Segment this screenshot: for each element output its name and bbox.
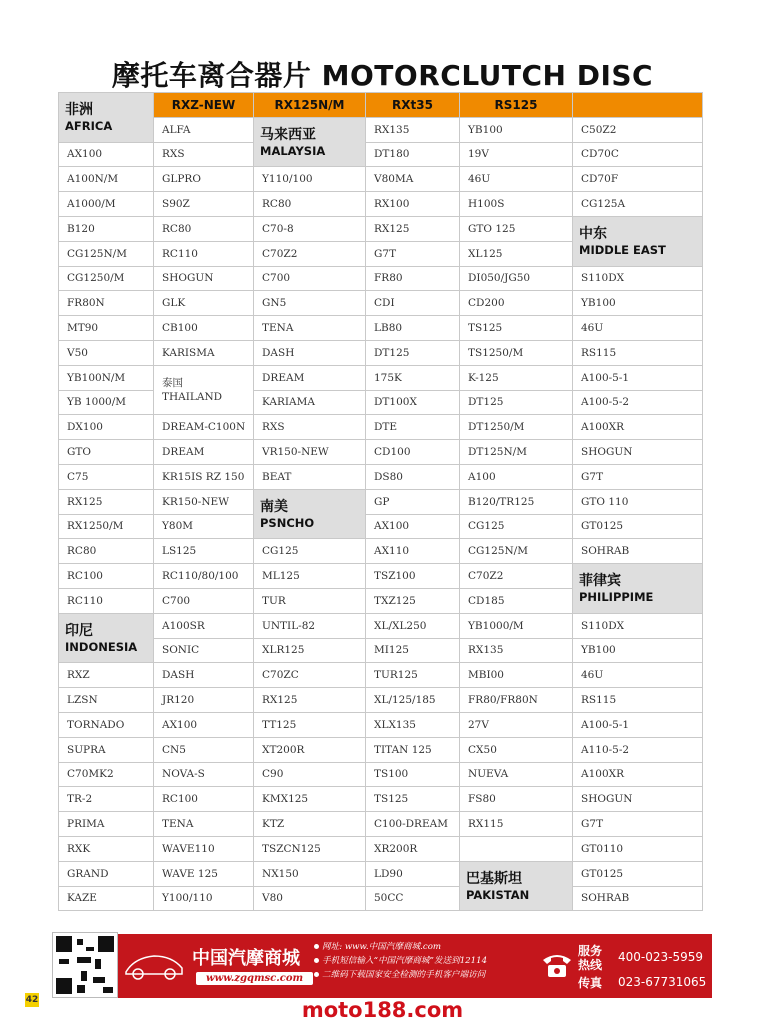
table-cell: GTO 125 xyxy=(460,216,573,241)
table-row xyxy=(59,762,703,787)
table-cell: DX100 xyxy=(59,415,154,440)
table-cell xyxy=(460,836,573,861)
table-cell: NOVA-S xyxy=(154,762,254,787)
table-cell: LS125 xyxy=(154,539,254,564)
table-cell: DREAM xyxy=(254,365,366,390)
brand-name: 中国汽摩商城 xyxy=(192,948,300,969)
site-link[interactable]: www.zgqmsc.com xyxy=(196,972,313,985)
table-row xyxy=(59,93,703,118)
table-cell: 46U xyxy=(460,167,573,192)
table-cell: GLK xyxy=(154,291,254,316)
fax-label: 传真 xyxy=(578,976,603,990)
table-cell: S110DX xyxy=(573,266,703,291)
table-cell: DT125N/M xyxy=(460,440,573,465)
table-cell: A100-5-1 xyxy=(573,365,703,390)
region-philippines: 菲律宾 PHILIPPIME xyxy=(573,564,703,614)
qr-code-icon[interactable] xyxy=(52,932,118,998)
table-cell: 50CC xyxy=(366,886,460,911)
table-cell: A100-5-2 xyxy=(573,390,703,415)
table-cell: C70Z2 xyxy=(254,241,366,266)
table-cell: XLR125 xyxy=(254,638,366,663)
table-cell: SONIC xyxy=(154,638,254,663)
table-row xyxy=(59,142,703,167)
table-row xyxy=(59,192,703,217)
table-cell: CG125N/M xyxy=(460,539,573,564)
table-cell: A100SR xyxy=(154,613,254,638)
table-row xyxy=(59,861,703,886)
table-cell: A110-5-2 xyxy=(573,737,703,762)
table-cell: G7T xyxy=(573,464,703,489)
table-cell: XR200R xyxy=(366,836,460,861)
table-cell: KARIAMA xyxy=(254,390,366,415)
watermark: moto188.com xyxy=(301,998,464,1022)
table-cell: SOHRAB xyxy=(573,539,703,564)
table-cell: RS115 xyxy=(573,340,703,365)
table-cell: XL/125/185 xyxy=(366,688,460,713)
contact-info: 网址: www.中国汽摩商城.com 手机短信输入“中国汽摩商城”发送到12114 二维码下载国家安全检测的手机客户端访问 xyxy=(314,940,487,982)
table-cell: TUR125 xyxy=(366,663,460,688)
table-cell: MI125 xyxy=(366,638,460,663)
table-row xyxy=(59,167,703,192)
table-cell: RX135 xyxy=(460,638,573,663)
table-cell: TS100 xyxy=(366,762,460,787)
table-cell: KMX125 xyxy=(254,787,366,812)
table-cell: DTE xyxy=(366,415,460,440)
table-cell: CG125A xyxy=(573,192,703,217)
table-cell: H100S xyxy=(460,192,573,217)
table-cell: CB100 xyxy=(154,316,254,341)
table-cell: LD90 xyxy=(366,861,460,886)
table-cell: FR80/FR80N xyxy=(460,688,573,713)
table-cell: RX135 xyxy=(366,117,460,142)
table-cell: FR80 xyxy=(366,266,460,291)
table-row xyxy=(59,539,703,564)
table-cell: TT125 xyxy=(254,712,366,737)
table-cell: MT90 xyxy=(59,316,154,341)
region-middle-east: 中东 MIDDLE EAST xyxy=(573,216,703,266)
table-cell: A100-5-1 xyxy=(573,712,703,737)
table-cell: RXS xyxy=(254,415,366,440)
table-cell: NUEVA xyxy=(460,762,573,787)
table-cell: DT125 xyxy=(460,390,573,415)
table-cell: V80MA xyxy=(366,167,460,192)
table-cell: DASH xyxy=(154,663,254,688)
footer-ad xyxy=(52,932,712,1000)
table-cell: VR150-NEW xyxy=(254,440,366,465)
table-cell: A1000/M xyxy=(59,192,154,217)
table-cell: DT100X xyxy=(366,390,460,415)
table-cell: XL/XL250 xyxy=(366,613,460,638)
table-cell: CG125N/M xyxy=(59,241,154,266)
table-cell: A100 xyxy=(460,464,573,489)
table-cell: JR120 xyxy=(154,688,254,713)
table-cell: GP xyxy=(366,489,460,514)
table-cell: CD185 xyxy=(460,588,573,613)
table-cell: XT200R xyxy=(254,737,366,762)
table-row xyxy=(59,812,703,837)
table-cell: FS80 xyxy=(460,787,573,812)
table-cell: YB 1000/M xyxy=(59,390,154,415)
table-cell: DS80 xyxy=(366,464,460,489)
bullet-icon xyxy=(314,972,319,977)
table-cell: 27V xyxy=(460,712,573,737)
table-cell: WAVE 125 xyxy=(154,861,254,886)
table-cell: RS115 xyxy=(573,688,703,713)
table-cell: TSZ100 xyxy=(366,564,460,589)
table-row xyxy=(59,117,703,142)
table-row xyxy=(59,712,703,737)
table-cell: RC110 xyxy=(154,241,254,266)
table-row xyxy=(59,564,703,589)
region-psncho: 南美 PSNCHO xyxy=(254,489,366,539)
table-cell: RXZ xyxy=(59,663,154,688)
table-cell: TENA xyxy=(254,316,366,341)
table-cell: UNTIL-82 xyxy=(254,613,366,638)
table-row xyxy=(59,638,703,663)
table-cell: AX100 xyxy=(59,142,154,167)
table-cell: C70ZC xyxy=(254,663,366,688)
table-row xyxy=(59,737,703,762)
table-cell: B120 xyxy=(59,216,154,241)
table-cell: TITAN 125 xyxy=(366,737,460,762)
table-cell: S90Z xyxy=(154,192,254,217)
table-cell: A100XR xyxy=(573,762,703,787)
table-cell: C50Z2 xyxy=(573,117,703,142)
table-cell: AX100 xyxy=(366,514,460,539)
table-cell: RC110 xyxy=(59,588,154,613)
table-cell: RX125 xyxy=(254,688,366,713)
table-cell: PRIMA xyxy=(59,812,154,837)
table-cell: 19V xyxy=(460,142,573,167)
column-header: RX125N/M xyxy=(254,93,366,118)
table-cell: C70Z2 xyxy=(460,564,573,589)
region-malaysia: 马来西亚 MALAYSIA xyxy=(254,117,366,167)
table-cell: TORNADO xyxy=(59,712,154,737)
service-hotline-label: 服务 热线 xyxy=(578,944,603,972)
table-row xyxy=(59,216,703,241)
table-cell: CD70C xyxy=(573,142,703,167)
table-cell: YB100 xyxy=(460,117,573,142)
table-cell: C70-8 xyxy=(254,216,366,241)
table-cell: NX150 xyxy=(254,861,366,886)
table-row xyxy=(59,886,703,911)
table-cell: TUR xyxy=(254,588,366,613)
table-cell: GT0125 xyxy=(573,514,703,539)
page-number: 42 xyxy=(25,995,39,1005)
table-cell: RX125 xyxy=(59,489,154,514)
table-cell: MBI00 xyxy=(460,663,573,688)
table-cell: GTO 110 xyxy=(573,489,703,514)
table-cell: DI050/JG50 xyxy=(460,266,573,291)
table-cell: YB1000/M xyxy=(460,613,573,638)
table-cell: V80 xyxy=(254,886,366,911)
table-cell: RC80 xyxy=(254,192,366,217)
table-cell: DASH xyxy=(254,340,366,365)
table-cell: KAZE xyxy=(59,886,154,911)
table-cell: CX50 xyxy=(460,737,573,762)
table-row xyxy=(59,340,703,365)
table-cell: RXK xyxy=(59,836,154,861)
table-cell: A100XR xyxy=(573,415,703,440)
table-cell: GN5 xyxy=(254,291,366,316)
table-cell: 46U xyxy=(573,663,703,688)
table-cell: AX100 xyxy=(154,712,254,737)
table-cell: ML125 xyxy=(254,564,366,589)
table-cell: CN5 xyxy=(154,737,254,762)
table-cell: RC110/80/100 xyxy=(154,564,254,589)
table-cell: B120/TR125 xyxy=(460,489,573,514)
table-cell: TS1250/M xyxy=(460,340,573,365)
table-cell: A100N/M xyxy=(59,167,154,192)
table-cell: ALFA xyxy=(154,117,254,142)
table-cell: GRAND xyxy=(59,861,154,886)
bullet-icon xyxy=(314,958,319,963)
table-row xyxy=(59,688,703,713)
table-cell: DREAM xyxy=(154,440,254,465)
table-row xyxy=(59,663,703,688)
table-row xyxy=(59,514,703,539)
column-header: RS125 xyxy=(460,93,573,118)
table-cell: SHOGUN xyxy=(573,440,703,465)
table-cell: CG125 xyxy=(254,539,366,564)
table-cell: TSZCN125 xyxy=(254,836,366,861)
table-cell: TXZ125 xyxy=(366,588,460,613)
thailand-cell: 泰国 THAILAND xyxy=(154,365,254,415)
table-cell: C700 xyxy=(254,266,366,291)
table-cell: RXS xyxy=(154,142,254,167)
table-cell: RC100 xyxy=(59,564,154,589)
bullet-icon xyxy=(314,944,319,949)
table-cell: C700 xyxy=(154,588,254,613)
table-cell: DT1250/M xyxy=(460,415,573,440)
table-cell: Y100/110 xyxy=(154,886,254,911)
table-cell: TR-2 xyxy=(59,787,154,812)
table-cell: BEAT xyxy=(254,464,366,489)
region-indonesia: 印尼 INDONESIA xyxy=(59,613,154,663)
table-cell: AX110 xyxy=(366,539,460,564)
column-header xyxy=(573,93,703,118)
column-header: RXt35 xyxy=(366,93,460,118)
table-cell: LZSN xyxy=(59,688,154,713)
table-cell: CDI xyxy=(366,291,460,316)
table-cell: CG1250/M xyxy=(59,266,154,291)
clutch-disc-table xyxy=(58,92,703,911)
table-cell: RX115 xyxy=(460,812,573,837)
table-row xyxy=(59,415,703,440)
table-cell: KTZ xyxy=(254,812,366,837)
table-cell: V50 xyxy=(59,340,154,365)
table-cell: C75 xyxy=(59,464,154,489)
table-cell: RC100 xyxy=(154,787,254,812)
table-cell: SHOGUN xyxy=(154,266,254,291)
table-cell: DT180 xyxy=(366,142,460,167)
table-cell: C70MK2 xyxy=(59,762,154,787)
table-cell: TS125 xyxy=(366,787,460,812)
table-row xyxy=(59,365,703,390)
page-title: 摩托车离合器片 MOTORCLUTCH DISC xyxy=(111,59,654,92)
table-cell: CD70F xyxy=(573,167,703,192)
column-header: RXZ-NEW xyxy=(154,93,254,118)
fax-number: 023-67731065 xyxy=(618,975,707,989)
table-cell: LB80 xyxy=(366,316,460,341)
table-cell: RX1250/M xyxy=(59,514,154,539)
table-cell: TENA xyxy=(154,812,254,837)
table-cell: K-125 xyxy=(460,365,573,390)
car-logo-icon xyxy=(124,948,186,982)
table-cell: YB100N/M xyxy=(59,365,154,390)
table-cell: G7T xyxy=(366,241,460,266)
table-cell: DREAM-C100N xyxy=(154,415,254,440)
table-cell: GT0125 xyxy=(573,861,703,886)
table-cell: RX125 xyxy=(366,216,460,241)
table-cell: KARISMA xyxy=(154,340,254,365)
table-cell: GTO xyxy=(59,440,154,465)
table-cell: C100-DREAM xyxy=(366,812,460,837)
table-row xyxy=(59,266,703,291)
table-cell: G7T xyxy=(573,812,703,837)
table-cell: C90 xyxy=(254,762,366,787)
phone-icon xyxy=(540,950,574,980)
table-cell: RC80 xyxy=(59,539,154,564)
table-cell: WAVE110 xyxy=(154,836,254,861)
table-cell: XLX135 xyxy=(366,712,460,737)
table-cell: CD200 xyxy=(460,291,573,316)
table-cell: Y110/100 xyxy=(254,167,366,192)
table-row xyxy=(59,440,703,465)
table-cell: GLPRO xyxy=(154,167,254,192)
table-cell: S110DX xyxy=(573,613,703,638)
table-cell: 175K xyxy=(366,365,460,390)
table-cell: CG125 xyxy=(460,514,573,539)
table-row xyxy=(59,489,703,514)
ad-banner[interactable] xyxy=(118,934,712,998)
table-cell: DT125 xyxy=(366,340,460,365)
table-cell: TS125 xyxy=(460,316,573,341)
table-row xyxy=(59,291,703,316)
table-cell: SOHRAB xyxy=(573,886,703,911)
table-cell: RC80 xyxy=(154,216,254,241)
hotline-number: 400-023-5959 xyxy=(618,950,704,964)
table-cell: YB100 xyxy=(573,291,703,316)
table-cell: KR15IS RZ 150 xyxy=(154,464,254,489)
table-cell: XL125 xyxy=(460,241,573,266)
table-cell: SUPRA xyxy=(59,737,154,762)
table-cell: GT0110 xyxy=(573,836,703,861)
table-row xyxy=(59,836,703,861)
table-row xyxy=(59,613,703,638)
table-cell: RX100 xyxy=(366,192,460,217)
region-pakistan: 巴基斯坦 PAKISTAN xyxy=(460,861,573,911)
table-cell: KR150-NEW xyxy=(154,489,254,514)
table-row xyxy=(59,316,703,341)
table-cell: SHOGUN xyxy=(573,787,703,812)
table-cell: FR80N xyxy=(59,291,154,316)
table-cell: 46U xyxy=(573,316,703,341)
table-cell: Y80M xyxy=(154,514,254,539)
table-cell: YB100 xyxy=(573,638,703,663)
table-cell: CD100 xyxy=(366,440,460,465)
region-africa: 非洲 AFRICA xyxy=(59,93,154,143)
table-row xyxy=(59,464,703,489)
table-row xyxy=(59,787,703,812)
